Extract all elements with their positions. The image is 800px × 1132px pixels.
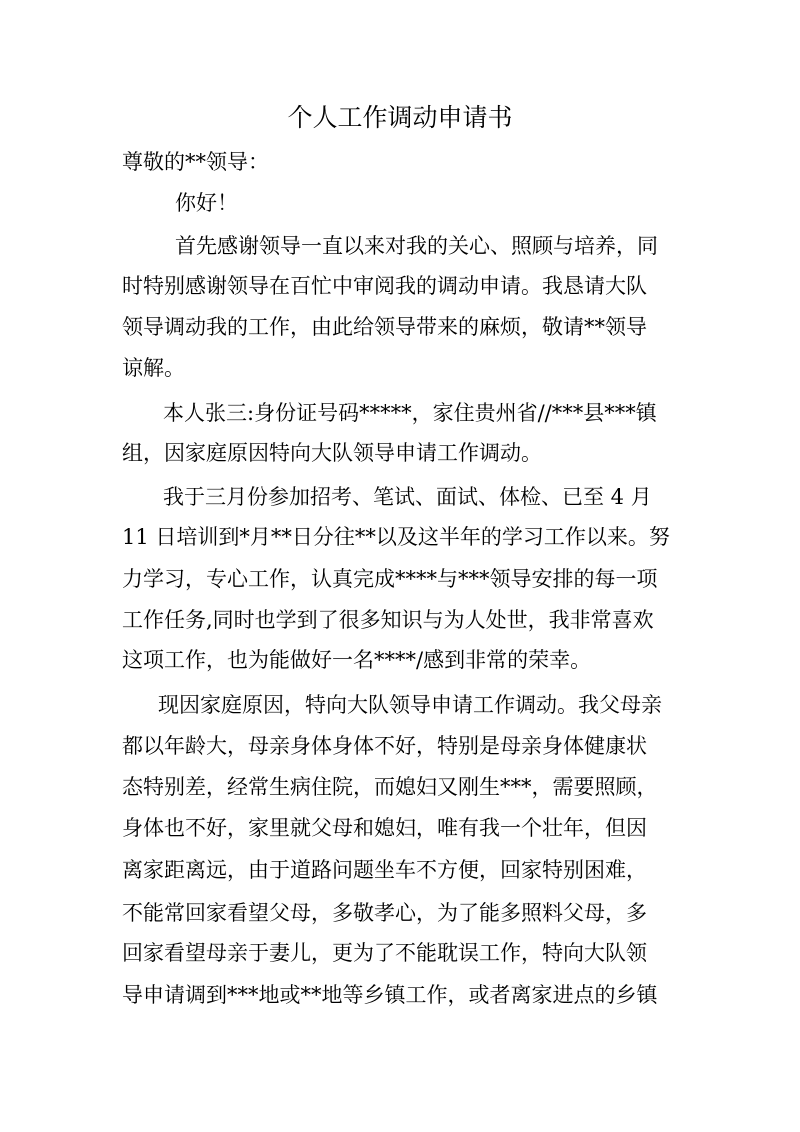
paragraph-line: 导申请调到***地或**地等乡镇工作，或者离家进点的乡镇 <box>122 983 658 1007</box>
greeting: 你好！ <box>175 191 238 215</box>
paragraph-line: 谅解。 <box>122 356 185 380</box>
paragraph-line: 时特别感谢领导在百忙中审阅我的调动申请。我恳请大队 <box>122 274 647 298</box>
paragraph-line: 组，因家庭原因特向大队领导申请工作调动。 <box>122 441 542 465</box>
paragraph-line: 都以年龄大，母亲身体身体不好，特别是母亲身体健康状 <box>122 734 647 758</box>
salutation: 尊敬的**领导： <box>122 150 269 174</box>
paragraph-line: 不能常回家看望父母，多敬孝心，为了能多照料父母，多 <box>122 901 647 925</box>
document-title: 个人工作调动申请书 <box>287 103 513 132</box>
paragraph-line: 本人张三:身份证号码*****，家住贵州省//***县***镇 <box>163 401 657 425</box>
paragraph-line: 身体也不好，家里就父母和媳妇，唯有我一个壮年，但因 <box>122 816 647 840</box>
paragraph-line: 现因家庭原因，特向大队领导申请工作调动。我父母亲 <box>158 693 662 717</box>
paragraph-line: 我于三月份参加招考、笔试、面试、体检、已至 4 月 <box>163 485 652 509</box>
paragraph-line: 态特别差，经常生病住院，而媳妇又刚生***，需要照顾， <box>122 775 658 799</box>
paragraph-line: 领导调动我的工作，由此给领导带来的麻烦，敬请**领导 <box>122 315 647 339</box>
paragraph-line: 11 日培训到*月**日分往**以及这半年的学习工作以来。努 <box>122 525 670 549</box>
paragraph-line: 首先感谢领导一直以来对我的关心、照顾与培养，同 <box>175 234 658 258</box>
paragraph-line: 回家看望母亲于妻儿，更为了不能耽误工作，特向大队领 <box>122 941 647 965</box>
paragraph-line: 离家距离远，由于道路问题坐车不方便，回家特别困难， <box>122 858 647 882</box>
paragraph-line: 力学习，专心工作，认真完成****与***领导安排的每一项 <box>122 567 658 591</box>
paragraph-line: 工作任务,同时也学到了很多知识与为人处世，我非常喜欢 <box>122 608 654 632</box>
paragraph-line: 这项工作，也为能做好一名****/感到非常的荣幸。 <box>122 648 592 672</box>
